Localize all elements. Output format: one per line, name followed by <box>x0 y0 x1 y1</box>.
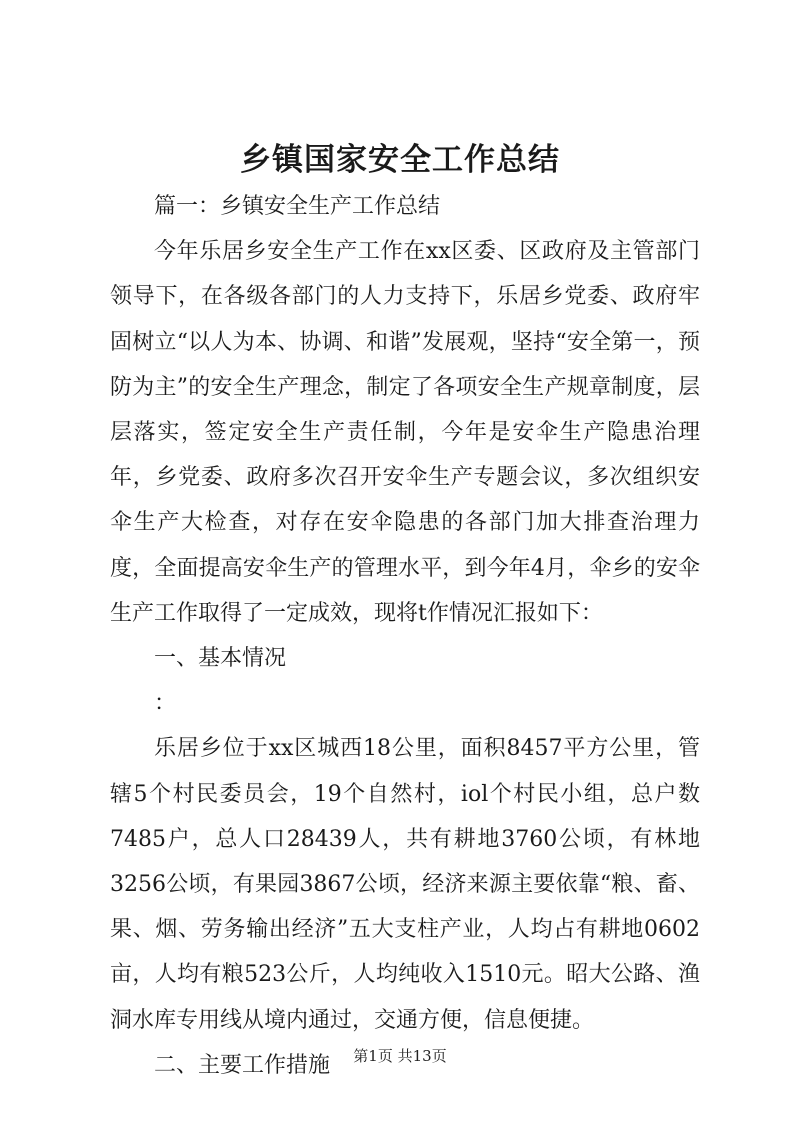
document-title: 乡镇国家安全工作总结 <box>240 142 560 178</box>
basic-situation-paragraph: 乐居乡位于xx区城西18公里，面积8457平方公里，管辖5个村民委员会，19个自然村，iol个村民小组，总户数7485户，总人口28439人，共有耕地3760公顷，有林地3256公顷，有果园3867公顷，经济来源主要依靠“粮、畜、果、烟、劳务输出经济”五大支柱产业，人均占有耕地0602亩，人均有粮523公斤，人均纯收入1510元。昭大公路、渔洞水库专用线从境内通过，交通方便，信息便捷。 <box>110 736 700 1033</box>
section-heading-basic-situation: 一、基本情况 <box>154 646 287 672</box>
section-heading-part-one: 篇一：乡镇安全生产工作总结 <box>154 194 441 219</box>
colon-line: ： <box>154 691 177 717</box>
intro-paragraph: 今年乐居乡安全生产工作在xx区委、区政府及主管部门领导下，在各级各部门的人力支持下，乐居乡党委、政府牢固树立“以人为本、协调、和谐”发展观，坚持“安全第一，预防为主”的安全生产理念，制定了各项安全生产规章制度，层层落实，签定安全生产责任制，今年是安伞生产隐患治理年，乡党委、政府多次召开安伞生产专题会议，多次组织安伞生产大检查，对存在安伞隐患的各部门加大排查治理力度，全面提高安伞生产的管理水平，到今年4月，伞乡的安伞生产工作取得了一定成效，现将t作情况汇报如下： <box>110 239 700 626</box>
page-footer: 第1页 共13页 <box>353 1047 447 1065</box>
section-heading-main-measures: 二、主要工作措施 <box>154 1052 331 1078</box>
document-body <box>110 184 700 1088</box>
